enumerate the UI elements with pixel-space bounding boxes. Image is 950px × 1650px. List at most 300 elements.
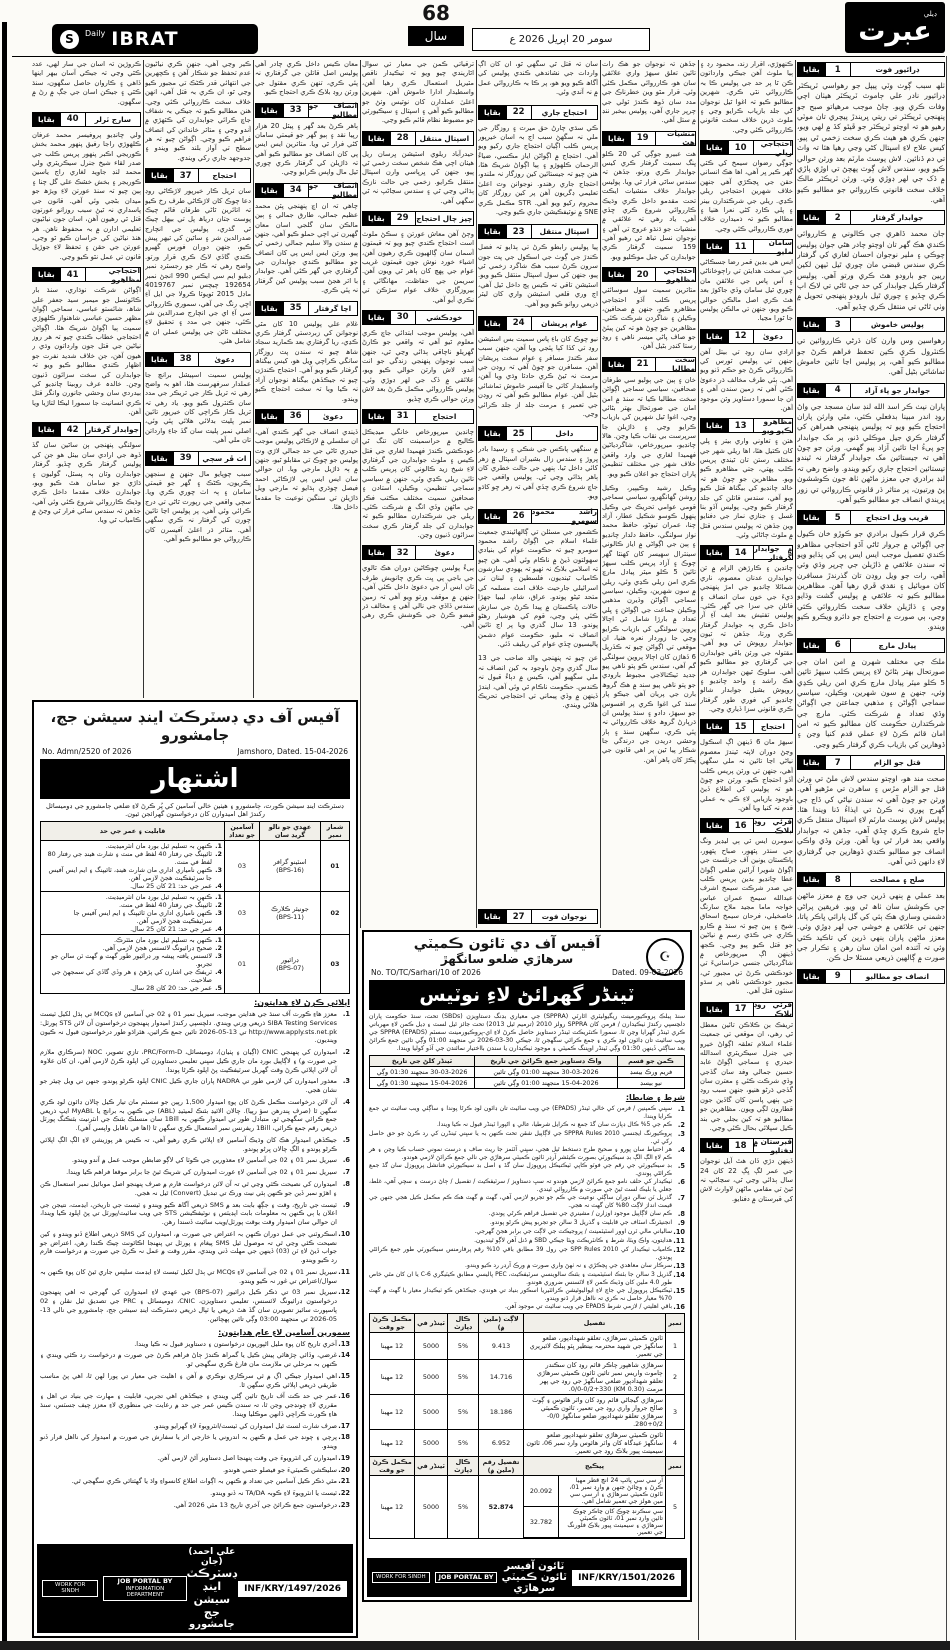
terms-list — [369, 1105, 685, 1311]
term-item: 8. ڪم سان لاڳاپیل موجود اوزارن / مشینري جي تفصیل فراھم ڪرڻي پوندي. — [488, 1210, 685, 1219]
classified-body: پولیس سمیت اسپیشل برانچ جا عملدار سرفھرست ھئا، اھو بہ واضح رھي تہ ٽریل ڪار جي ٽریڪر جي مدد سان ڪنٽرول ڪیو ویو. یاد رھي تہ ٽریل ڪار ڪراچي کان خیرپور تائین نمبر پلیٽ بدلائي ھلائي پئي وئي، اصلي نمبر پلیٽ سان گڏ جاءِ وارداتن تان ملي آھي. — [145, 370, 251, 445]
classified-number: 23 — [506, 225, 532, 238]
classified-body: غلام علي پولیس 10 کان مٿي نوجوانن کي زبردستي گرفتار ڪري ڪڍي، ریا گرفتاري بعد ڪمارید سجاد شاھ چیو تہ سندن پٽ روزگار سانگي ڪراچي ویل ھو، کیس بيگناھ گرفتار ڪیو ویو آھي. احتجاج ڪندڙن چیو تہ جیڪڏھن بيگناھ نوجوان آزاد نہ ڪیا ویا تہ سخت احتجاج ڪیو ویندو. — [255, 319, 358, 403]
classified-number: 15 — [728, 720, 754, 733]
work-for-sindh-logo: WORK FOR SINDH — [372, 1572, 430, 1583]
schedule-submit-date: 15-04-2026 منجھند 01:00 وڳي تائین — [475, 1078, 618, 1089]
continued-label: بقایا — [256, 184, 283, 197]
jamshoro-vacancy-table — [40, 821, 350, 994]
work-cost: 18.186 — [479, 1395, 524, 1430]
pkg-header-deposit: ڪال ڊپازٽ — [448, 1457, 479, 1476]
continued-label: بقایا — [256, 104, 283, 117]
classified-body: ڪشمور جي مسئلن تي ڳالھائیندي جمعیت علماء اسلام جي اڳواڻ راشد محمود سومرو چیو تہ حڪومت عوام کي بنیادي سھولتون ڏیڻ ۾ ناڪام وئي آھي. ھن چیو تہ اسلامي بلاڪ نہ ٺھیو تہ یھودي سازشون ڪامیاب ٿیندیون، فلسطین ۽ لبنان تي اسرائیلي جارحیت خلاف امت مسلمہ کي متحد ٿیڻو پوندو. عراق، شام، لیبیا جھڙا حالات پاڪستان ۾ پیدا ڪرڻ جي سازش ڪئي پئي وڃي، قوم کي ھوشیار رھڻو پوندو. 13 سال گذري ویا پر اڄ تائین انصاف نہ ملیو، حڪومت عوام دشمن پالیسیون ڇڏي عوام کي ریلیف ڏئي. — [478, 527, 598, 648]
continued-label: بقایا — [479, 106, 506, 119]
schedule-open-date: 30-03-2026 منجھند 01:30 وڳي — [370, 1067, 475, 1078]
work-row — [370, 1430, 685, 1457]
instruction-item: 7. سیریل نمبر 01 ۽ 02 جي آسامین لاءِ عورت امیدوارن کي شریڪ ٿیڻ جا برابر موقعا فراھم ڪیا ویندا. — [66, 1168, 350, 1177]
instruction-item: 13. آخري تاریخ کان پوءِ ملیل اڻپوریون درخواستون ۽ دستاویز قبول نہ ڪیا ویندا. — [134, 1339, 350, 1348]
classified-header — [255, 301, 358, 316]
work-cost: 9.413 — [479, 1333, 524, 1360]
right-frame-line — [946, 56, 947, 1642]
classified-number: 19 — [630, 132, 656, 145]
classified-number: 33 — [283, 104, 309, 117]
work-time: 12 مھینا — [370, 1430, 415, 1457]
classified-body: خان ۽ ٻین جي ٻولیو سي طرفان صحافین، سیاسي سماجي اڳواڻن سخت مطالبا ڪیا تہ سنڌ ۾ امن امان جي صورتحال بھتر بڻائي وڃي، اغوا ٿیل شھرین کي بازیاب ڪرایو وڃي ۽ ڌاڙیلن جا سرپرست بي نقاب ڪیا وڃن. ھالا چانڊیو، میرپورخاص، شاگردیاڻین فھمیدا لغاري جي وارد واقعن خلاف شھر جي مختلف تنظیمن پاران احتجاج جو اعلان ڪیو ویو. — [602, 375, 696, 478]
sarhari-ref-no: No. TO/TC/Sarhari/10 of 2026 — [371, 968, 481, 977]
schedule-submit-date: 30-03-2026 منجھند 01:00 وڳي تائین — [475, 1067, 618, 1078]
continued-label: بقایا — [363, 410, 390, 423]
jamshoro-ref-no: No. Admn/2520 of 2026 — [42, 747, 132, 756]
vacancy-row — [41, 841, 350, 892]
classified-body: سان تہ قتل ٿي سگھي ٿو، ان کان اڳ واردات جي نشاندھي ڪندي پولیس کي آگاھ ڪیو ویو ھو، پر ڪا بہ ڪارروائي عمل ۾ نہ آندي وئي. — [478, 60, 598, 97]
vacancy-qualifications — [41, 935, 225, 994]
work-time: 12 مھینا — [370, 1360, 415, 1395]
classified-header — [700, 719, 793, 734]
continued-label: بقایا — [798, 970, 825, 983]
schedule-header-type: ڪمن جو قسم — [618, 1056, 685, 1067]
column-divider — [476, 60, 477, 928]
classified-body: چانڊین ۽ ڪارڙھن الزام ۾ ٽن جوابدارن عدنان معصوم، ناري شمائلا چانڊیو جي امڙ پنھنجي ڌيءَ جي خون سان انصاف ۽ قاتلن جي سزا جي گھر ڪئي. پولیس تفتیش بعد ایف آءِ آر داخل ڪري ٻہ جوابدار گرفتار ڪري ورتا، جڏھن تہ ٽیون جوابدار روپوش ٿي ویو آھي. مقتولہ جي ورثن باقي جوابدارن جي گرفتاري جو مطالبو ڪیو آھي. سلوڪ ٿیھن جوابدارن ھر ھڪ راشد ۽ واحد چانڊیو ۽ روپوش بشیل جوابدار شالو چانڊیو کي فوري طور گرفتار ڪري قانوني سزا ڏیاري وڃي. — [700, 564, 793, 713]
tender-schedule-table — [369, 1055, 685, 1089]
classified-body: ارادي سان روڊ تي بیٺل آھن جنھن تي پولیس ٽورس کي ڪارروائي ڪرڻ جو حڪم ڏنو ویو آھي. ٻئي طرف مخالف ڌر دعویٰ ڪئي آھي تہ زمین سندن آھي ۽ ان جا سمورا دستاویز وٽن موجود آھن. — [700, 347, 793, 412]
classified-body: ایس ھي بڊین قمر رضا جسڪاڻي جي سخت ھدایتن تي راڄوخاناڻي ۽ آس پاس جي علائقن مان چوري ٿیل سامان وڏي جاکوڙ بعد ھٿ ڪري اصل مالڪن حوالي ڪیو ویو، جنھن تي مالڪن پولیس جا ٿورا مڃیا. — [700, 258, 793, 323]
classified-header — [255, 103, 358, 118]
schedule-row — [370, 1067, 685, 1078]
schedule-open-date: 15-04-2026 منجھند 01:30 وڳي — [370, 1078, 475, 1089]
classified-number: 1 — [825, 63, 851, 76]
classified-number: 24 — [506, 317, 532, 330]
classified-number: 5 — [825, 511, 851, 524]
ibrat-title: IBRAT — [111, 28, 179, 50]
continued-label: بقایا — [701, 240, 728, 253]
works-header-fee: ٽینڈر في — [415, 1314, 448, 1333]
classified-body: جڏھن تہ نوجوان جو ھڪ رات تائین تعلق سیھڙ واري علائقي سان ھو، ڪارروائي مڪمل ڪئي وئي. قرار مٿو وین خطرناڪ جي مدد سان ڏوھ ڪندڙ ٽولي جي چرپر جاري آھي، پولیس بیخبر ننڊ ۾ ستل آھي. — [602, 60, 696, 125]
vacancy-row — [41, 892, 350, 935]
classified-body: چاھي تہ ان اچ پنھنجي پٽن محمد عظیم جمالي، طارق جمالي ۽ ٻین مالڪن سان گلجي اسان معان گھیرن تي اچي حملو ڪیو آھي، جنھن ۾ سندن والا سلیم جمالي زخمي ٿي پیو. ورثن ایس ایس پي کان انصاف جو مطالبو ڪندي جوابدارن جي گرفتاري جي گھر ڪئي آھي. جوابدار با اثر ھجڻ سبب پولیس کین گرفتار نہ پئي ڪري. — [255, 201, 358, 295]
classified-category: اسپتال منتقل — [539, 227, 590, 237]
continued-label: بقایا — [479, 427, 506, 440]
classified-header — [797, 210, 945, 225]
sarhari-tender-ad — [362, 930, 692, 1602]
classified-header — [255, 183, 358, 198]
works-header-no: نمبر — [666, 1314, 685, 1333]
qualification-line: 1. ڪنھن بہ تسلیم ٿیل بورڊ مان مئٽرڪ. — [114, 936, 222, 944]
vacancy-count: 03 — [225, 841, 260, 892]
classified-number: 25 — [506, 427, 532, 440]
classified-column-5 — [362, 60, 474, 928]
column-divider — [698, 60, 699, 1640]
schedule-type: فریم ورڪ بیسڊ — [618, 1067, 685, 1078]
classified-category: پیادل مارچ — [878, 640, 917, 650]
classified-category: احتجاجي ریلي — [760, 138, 792, 157]
classified-header — [602, 131, 696, 146]
continued-label: بقایا — [479, 910, 506, 923]
classified-column-8 — [32, 60, 141, 698]
classified-body: ڏینھن دڙي ڏان ھٿ آیل نوجوان جي عمر لڳ ڀڳ 22 کان 24 سال ٻڌائي وڃي ٿي، سڃاڻپ نہ ٿیڻ تي مقامي ماڻھن لاوارث لاش کي قبرستان ۾ دفنایو. — [700, 1157, 793, 1203]
classified-header — [797, 872, 945, 887]
classified-number: 35 — [283, 302, 309, 315]
classified-header — [32, 422, 141, 437]
classified-header — [700, 545, 793, 560]
classified-column-1 — [797, 60, 945, 1640]
vacancy-post: جونیئر ڪلارڪ — [271, 905, 309, 913]
continued-label: بقایا — [146, 353, 173, 366]
jamshoro-intro: ڊسٽرڪٽ اینڊ سیشن ڪورٽ، ڄامشورو ۽ ھیٺین خالي آسامین کي پُر ڪرڻ لاءِ ضلعي ڄامشورو جي ڊومیسائل رکندڙ اھل امیدوارن کان درخواستون گھرائجن ٿیون. — [46, 802, 344, 818]
classified-header — [602, 357, 696, 372]
classified-body: نیو چوڪ کان باءِ پاس سمیت بس اسٽیشن روڊ تي کڏا کٻا پئجي ویا آھن، جنھن سبب سفر ڪندڙ مسافر ۽ عوام سخت پریشان آھن. مسافرن جو چوڻ آھي تہ روڊن جي مرمت نہ ٿیڻ ڪري حادثا وڌي ویا آھن، واسطیدار کاتي جا آفیسر خاموش تماشائي بڻیل آھن. عوام مطالبو ڪیو آھي تہ روڊن جي تعمیر ۽ مرمت جلد از جلد ڪرائي وڃي. — [478, 334, 598, 418]
continued-label: بقایا — [363, 546, 390, 559]
term-item: 12. ڪامیاب ٺیڪیدار کي SPP Rules 2010 جي رول 39 مطابق باقي 10% رقم پرفارمنس سیڪیورٽي طور جمع ڪرائڻي پوندي. — [369, 1246, 685, 1261]
classified-category: پولیس خاموش — [870, 320, 924, 330]
pkg-header-amount: تفصیل رقم (ملین ۾) — [479, 1457, 524, 1476]
package-time: 12 مھینا — [370, 1476, 415, 1539]
masthead-sub: ڊیلي — [923, 9, 937, 18]
classified-header — [797, 383, 945, 398]
classified-body: سبب چوپایو مال جنھن ۾ سنجھن ٻڪریون، ڪڻڪ ۽ گھر جو قیمتي سامان ۽ ٻہ اٺ چوري ڪري ویا. سڄي واقعي جي رپورٽ ٿاڻي تي درج ڪرائي وئي آھي، پر پولیس اڃا تائین چورن کي گرفتار نہ ڪري سگھي آھي. متاثر ڌر اعلیٰ آفیسرن کان ڪارروائي جو مطالبو ڪیو آھي. — [145, 469, 251, 544]
ibrat-daily-label: Daily — [85, 29, 106, 38]
continued-label: بقایا — [363, 212, 390, 225]
vacancy-serial: 02 — [321, 892, 350, 935]
column-divider — [143, 60, 144, 698]
classified-body: صحت مند ھو، اوچتو سندس لاش ملڻ تي ورثن قتل جو الزام مڙس ۽ ساھرن تي مڙھیو آھي. ورثن جو چوڻ آھي تہ سندن نیاڻي کي ڏاج جي گھرج پوري نہ ڪرڻ تي ایذاءُ ڏنا ویندا ھئا. پولیس لاش پوسٽ مارٽم لاءِ اسپتال منتقل ڪري جاچ شروع ڪري ڇڏي آھي، جڏھن تہ جوابدار واقعي بعد فرار ٿي ویا آھن. ورثن وڏي واڪي انصاف جو مطالبو ڪندي ڏوھارین جي گرفتاري لاءِ دانھن ڏني آھي. — [797, 774, 945, 866]
classified-body: معان ڪیس داخل ڪري چادر آھي پولیس اصل قاتلن جي گرفتاري نہ پئي ڪري، تنھن ڪري مقتول جي ورثن روڊ بلاڪ ڪري احتجاج ڪیو. — [255, 60, 358, 97]
classified-number: 9 — [825, 970, 851, 983]
vacancy-grade: (BPS-07) — [276, 964, 304, 972]
continued-label: بقایا — [33, 113, 60, 126]
classified-body: ٽریفڪ بن ڪلاڪن تائین معطل ٿي رھي، ان موقعي تي جمعیت علماء اسلام تعلقہ اڳواڻ خیرو جي جنرل سیڪریٽري اسدالله حیدري ۽ سماجي اڳواڻ عابد حسین جمالي وفد سان گڏجي وڏي شرڪت ڪئي ۽ معترن سان گڏجي ڌرڻو ھنیو، جنھن سبب روڊ جي ٻنھي پاسن کان گاڏین جون قطارون لڳي ویون. مظاھرین جو مطالبو ھو تہ کین بجلي جي بند ڪیل سپلائي بحال ڪئي وڃي. — [700, 1020, 793, 1132]
classified-body: ٻاھر ڪرڻ بعد گھر ۽ پیٽل 20 ھزار رپیا نقد ۽ ٻیو گھر جو قیمتي سامان کڻي فرار ٿي ویا. متاثرین ایس ایس پي کان انصاف جو مطالبو ڪیو آھي تہ ڌاڙیلن کي گرفتار ڪري چوري ٿیل مال واپس ڪرایو وڃي. — [255, 121, 358, 177]
qualification-line: 4. عمر جي حد: 21 کان 25 سال. — [130, 925, 222, 933]
classified-number: 40 — [60, 113, 86, 126]
classified-number: 20 — [630, 268, 656, 281]
jamshoro-ad-title: آفیس آف دي ڊسٽرڪٽ اینڊ سیشن جج، ڄامشورو — [50, 708, 340, 744]
classified-number: 31 — [390, 410, 416, 423]
work-deposit: 5% — [448, 1395, 479, 1430]
classified-number: 6 — [825, 639, 851, 652]
classified-header — [478, 426, 598, 441]
continued-label: بقایا — [798, 318, 825, 331]
classified-number: 36 — [283, 410, 309, 423]
classified-number: 12 — [728, 330, 754, 343]
continued-label: بقایا — [603, 358, 630, 371]
classified-number: 27 — [506, 910, 532, 923]
pkg-header-package: پیڪیج — [524, 1457, 666, 1476]
instruction-item: 1. معزز ھاءِ ڪورٽ آف سنڌ جي ھدایتن موجب، سیریل نمبر 01 ۽ 02 جي آسامین لاءِ MCQs تي ٻڌل لکیل ٽیسٽ SIBA Testing Services ذریعي ورتي ویندي. دلچسپي رکندڙ امیدوار پنھنجون درخواستون آن لائن STS پورٽل: http://www.apply.sts.net.pk تي 13-05-2026 تائین جمع ڪرائین، ھٿراڌو طور درخواستون قبول نہ ڪیون وینديون. — [40, 1010, 350, 1045]
classified-category: راشد محمود سومرو — [531, 507, 597, 525]
package-detail-line: آر سي سي پائپ 24 انچ قطر مھیا ڪرڻ ۽ وڇائڻ جنھن ۾ وارڊ نمبر 01، ٽائون ڪميٽي سرھاڙي ۽ آر سي سي مین ھولز جي تعمیر شامل آھي. 20.092 — [524, 1476, 665, 1507]
continued-label: بقایا — [798, 384, 825, 397]
col-header-serial: شمار نمبر — [321, 822, 350, 841]
classified-category: انصاف جو مطالبو — [308, 101, 357, 119]
vacancy-qualifications — [41, 892, 225, 935]
classified-number: 37 — [173, 169, 199, 182]
classified-category: داخل — [555, 429, 574, 439]
header-divider — [12, 56, 945, 57]
classified-body: متاثرین سمیت سول سوسائٽي پریس ڪلب آڏو احتجاجي مظاھرو ڪیو، جنھن ۾ صحافین، وڪیلن ۽ شاگردن شرڪت ڪئي. مظاھرین جو چوڻ ھو تہ کین پیئڻ جو صاف پاڻي میسر ناھي ۽ روڊ رستا کنڊر بڻیل آھن. — [602, 286, 696, 351]
qualification-line: 3. ڪنھن نامیاري اداري مان شارٽ ھینڊ، ٽائیپنگ ۽ ایم ایس آفیس جا سرٽیفڪیٽ ھجڻ لازمي آھن. — [48, 866, 222, 882]
classified-category: احتجاج — [212, 171, 237, 181]
vacancy-serial: 01 — [321, 841, 350, 892]
instruction-item: 16. عمر جي حد ڪٽ آف تاریخ تائین ڳڻي ویندي ۽ جیڪڏھن اھي تجربي، قابلیت ۽ مھارت جي بنیاد تي اھل ۽ مقرري لاءِ چونڊجي وڃن ٿا، تہ سندن ڪیس عمر جي حد ۾ رعایت جي منظوري لاءِ معزز چیف جسٽس، سنڌ ھاءِ ڪورٽ ڪراچي ڏانھن موڪلیا ویندا. — [40, 1392, 350, 1418]
package-detail-line: سي سڪرنڊ چوڪ کان چاڪر چوڪ تائین وارڊ نمبر 01، ٽائون ڪميٽي سرھاڙي ۽ سیمینٽ پیور بلاڪ فلورنگ جي تعمیر. 32.782 — [524, 1507, 665, 1538]
continued-label: بقایا — [701, 819, 728, 832]
classified-number: 39 — [173, 452, 199, 465]
classified-category: جوابدار گرفتار — [871, 213, 924, 223]
classified-number: 8 — [825, 873, 851, 886]
works-header-time: مڪمل ڪرڻ جو وقت — [370, 1314, 415, 1333]
classified-header — [478, 509, 598, 524]
classified-number: 2 — [825, 211, 851, 224]
term-item: 4. ھر احتیاط سان پورو ۽ صحیح طرح دستخط ٿیل ھجي، سڀني آئٽمز جا ریٽ صاف ۽ درست نموني حساب ڪیا وڃن ۽ ھر ڪم لاءِ الڳ الڳ بڊ سیڪیورٽي بصورت ڪیئشر آرڊر ٽائون ڪميٽي سرھاڙي جي نالي جمع ڪرائڻ لازمي ھوندو. — [369, 1146, 685, 1161]
term-item: 14. گذریل 3 سالن جا بئنڪ اسٽیٽمینٽ ۽ بئنڪ سالوینسي سرٽیفڪیٽ، PEC پالیسي مطابق ڪیٽیگري C-6 یا ان کان مٿي خاص طور 4.0 ملین کان وڌیڪ ڪمن لاءِ لائسنس ضروري ھوندو. — [369, 1271, 685, 1286]
anniversary-number: 68 — [422, 1, 450, 25]
vacancy-post: ڊرائیور — [281, 956, 299, 964]
continued-label: بقایا — [479, 225, 506, 238]
continued-label: بقایا — [603, 132, 630, 145]
classified-body: چانڊین میرپورخاص خانگي میڊیڪل ڪالیج ۾ حراسمینٽ کان تنگ ٿي خودڪشي ڪندڙ فھمیدا لغاري جي قتل ڪیس ۽ ملوث جوابدارن جي گرفتاري لاءِ شیخ زید ڪالوني کان پریس ڪلب تائین ریلي ڪڍي وئي، جنھن ۾ سیاسي سماجي تنظیمن، وڪیلن، استادن ۽ صحافین سمیت مختلف مڪتب فڪر جي ماڻھن وڏي انگ ۾ شرڪت ڪئي. ریلي جي شرڪتدارن مطالبو ڪیو تہ جوابدارن کي جلد گرفتار ڪري سخت سزائون ڏنیون وڃن. — [362, 427, 474, 539]
work-fee: 5000 — [415, 1430, 448, 1457]
classified-body: وڄڻ آھن معاش عورتن ۽ سڪڻ ملوث است احتجاج ڪندي چیو ویو تہ قیمتون آسمان سان ڳالھیون ڪري رھیون آھن، اشیاء خورد نوش جون قیمتون غریب عوام جي پھچ کان ٻاھر ٿي ویون آھن. سریمن جي حفاظت، مھانگائي ۽ بیروزگاري خلاف عوام سڙڪن تي نڪري آیو آھي. — [362, 229, 474, 304]
work-row — [370, 1360, 685, 1395]
classified-number: 26 — [506, 510, 532, 523]
classified-number: 16 — [728, 819, 754, 832]
vacancy-count: 01 — [225, 935, 260, 994]
judge-signature: (علي احمد جان) ڊسٽرڪٽ اینڊ سیشن جج ڄامشورو — [186, 1547, 238, 1630]
masthead-logo — [845, 2, 945, 53]
classified-header — [797, 62, 945, 77]
masthead-title: عبرت — [858, 15, 932, 47]
instruction-item: 8. امیدوارن کي نصیحت ڪئي وڃي ٿي تہ آن لائن درخواست فارم ۾ صرف پنھنجو اصل موبائیل نمبر استعمال ڪن ۽ اھڙو نمبر ڏین جو ڪنھن ٻئي نیٽ ورڪ تي تبدیل (Convert) ٿیل نہ ھجي. — [40, 1180, 350, 1197]
instruction-item: 12. سیریل نمبر 03 تي ذڪر ڪیل ڊرائیور (BPS-07) جي عھدي لاءِ امیدوارن کي گھرجي تہ اھي پنھنجون درخواستون ڊرائیونگ لائسنس، تعلیمي دستاویزن، CNIC، ڊومیسائل ۽ PRC جي تصدیق ٿیل نقلن ۽ 02 پاسپورٽ سائیز تصویرن سان گڏ ھٿ ذریعي یا ٽپال ذریعي ڊسٽرڪٽ اینڊ سیشن جج، ڄامشورو جي نالي 13-05-2026 تي منجھند 03:00 وڳي تائین پھچائین. — [40, 1288, 350, 1323]
classified-category: قریب ویل احتجاج — [866, 513, 929, 523]
classified-header — [797, 317, 945, 332]
classified-header — [478, 909, 598, 924]
classified-category: اٺ ڦر سڄي — [202, 453, 247, 463]
classified-number: 38 — [173, 353, 199, 366]
term-item: 5. بڊ سیڪیورٽي جي رقم جي فوٽو ڪاپي ٽیڪنیڪل پروپوزل سان گڏ ۽ اصل بڊ سیڪیورٽي فنانشل پروپوزل سان گڏ جمع ڪرائڻي پوندي. — [369, 1162, 685, 1177]
schedule-row — [370, 1078, 685, 1089]
classified-header — [700, 418, 793, 433]
classified-header — [362, 131, 474, 146]
term-item: 13. سرڪار سان معاھدي جي ڀڃڪڙي ۽ نہ ٺھڻ واري صورت ۾ ورڪ آرڊر رد ڪیو ویندو. — [465, 1262, 685, 1271]
classified-body: ترقیاتي ڪمن جي معیار تي سوال اٿاریندي چیو ویو تہ ٺیڪیدار ناقص مٽیریل استعمال ڪري رھیا آھن، واسطیدار ادارا خاموش آھن. شھرین اعلیٰ عملدارن کان نوٽیس وٺڻ جو مطالبو ڪیو آھي ۽ اسپتال ۽ سیڪیورٽي جو مضبوط نظام قائم ڪیو وڃي. — [362, 60, 474, 125]
vacancy-post: اسٽینو گرافر — [273, 858, 307, 866]
qualification-line: 2. صحیح ڊرائیونگ لائسنس ھجڻ لازمي آھي. — [102, 944, 222, 952]
classified-body: ڪري قرار ڪیول برادري جو ڪوڙو خان ڪیول جي اڳواڻي ۾ جروار ٿاڻي آڏو احتجاجي مظاھرو ڪندي تفصیل موجب ایس ایس پي کي ٻڌایو ویو تہ سندن علائقي ۾ ڌاڙیلن جي چرپر وڌي وئي آھي، رات جو ویل روڊن تان گذرندڙ مسافرن کان موبائیل ۽ نقدي ڦري رھیا آھن. مظاھرین مطالبو ڪیو تہ علائقي ۾ پولیس گشت وڌایو وڃي ۽ ڌاڙیلن خلاف سخت ڪارروائي ڪئي وڃي، ٻي صورت ۾ احتجاج جو دائرو ویڪرو ڪیو ویندو. — [797, 529, 945, 632]
classified-body: جان محمد ڏاھري جي ڪالوني ۾ ڪارروائي ڪندي ھڪ گھر تان اوچتو چادر ھڻي جوان پولیس چوڪي ۽ ملیر نوجوان احسان لغاري کي گرفتار ڪري سندس قبضي مان چوري ٿیل ٽیھن لکین رپین جو بارودو ھٿ ڪري ورتو آھي. پولیس گرفتار ڪیل جوابدار کي حد جي ٿاڻي تي لاڪ اپ ڪري ڇڏیو ۽ چوري ٿیل بارودو پنھنجي تحویل ۾ وٺي ٿاڻي تي منتقل ڪري ڇڏیو آھي. — [797, 229, 945, 311]
classified-body: ۾ سنگھي پاڪس جي شڪي ۽ رسیدا بادر ڀروڙ ۽ سندس زال بشیران اسپتال ۾ زھر کائي داخل ٿیا. ٻنھي جي حالت خطري کان ٻاھر ٻڌائي وڃي ٿي. پولیس واقعي جي جاچ شروع ڪري ڇڏي آھي تہ زھر ڇو کاڌو ویو. — [478, 445, 598, 501]
inf-number-box: INF/KRY/1497/2026 — [237, 1580, 348, 1598]
classified-category: دعویٰ — [434, 548, 455, 558]
instruction-item: 11. سیریل نمبر 01 ۽ 02 جي آسامین لاءِ MCQs تي ٻڌل لکیل ٽیسٽ لاءِ ایڊمٽ سلپس جاري ٿیڻ کان پوءِ ڪنھن بہ سوال/اعتراض تي غور نہ ڪیو ویندو. — [40, 1267, 350, 1285]
qualification-line: 3. ڪنھن نامیاري اداري مان ٽائیپنگ ۽ ایم ایس آفیس جا سرٽیفڪیٽ ھجڻ لازمي آھن. — [73, 909, 222, 925]
classified-header — [700, 818, 793, 833]
vacancy-serial: 03 — [321, 935, 350, 994]
sarhari-banner: ٽینڈر گھرائڻ لاءِ نوٽیس — [369, 980, 685, 1010]
instruction-item: 6. سیریل نمبر 01 ۽ 02 جي آسامین لاءِ معذورین جي ڪوٽا کي لاڳو ضابطن موجب عمل ۾ آندو ویندو. — [71, 1156, 350, 1165]
continued-label: بقایا — [701, 1003, 728, 1016]
vacancy-grade: (BPS-11) — [276, 913, 304, 921]
classified-number: 32 — [390, 546, 416, 559]
instruction-item: 3. معذور امیدوارن کي لازمي طور تي NADRA پاران جاري ڪیل CNIC اپلوڊ ڪرڻو پوندو، جنھن تي ویل چیئر جو نشان ھجي. — [40, 1077, 350, 1095]
classified-number: 21 — [630, 358, 656, 371]
tender-works-table — [369, 1313, 685, 1539]
classified-body: آھي، پولیس موجب ابتدائي جاچ ڪري معلوم ٿیو آھي تہ واقعي جو ڪارڻ گھریلو ناچاقي ٻڌائي وڃي ٿي، جنھن سبب نوجوان پنھنجي زندگي جو انت آندو. لاش وارثن حوالي ڪیو ویو، علائقي ۾ ڏک جي لھر ڊوڙي وئي. پولیس ڪارروائي مڪمل ڪرڻ بعد لاش ورثن حوالي ڪري ڇڏیو. — [362, 328, 474, 403]
sarhari-ad-title: آفیس آف دي ٽائون ڪميٽي — [413, 936, 601, 952]
classified-body: جوڳي رضوان سیمخ کي ڪٽي گھر ڪیر ڀر آھي، اھا ھڪ انساني حقن جي ڀڃڪڙي آھي جنھن خلاف شھرین احتجاجي ریلي ڪڍي. ریلي جي شرڪتدارن بینر ۽ پلي ڪارڊ کڻي نعرا ھنیا ۽ مطالبو ڪیو تہ ذمیدارن خلاف فوري ڪارروائي ڪئي وڃي. — [700, 159, 793, 233]
classified-category: احتجاج — [432, 411, 457, 421]
instruction-item: 23. درخواستون جمع ڪرائڻ جي آخري تاریخ 13 مئي 2026 آھي. — [173, 1500, 350, 1509]
sarhari-dateline: Dated. 09-03-2026 — [611, 968, 683, 977]
classified-category: انصاف جو مطالبو — [308, 181, 357, 200]
instruction-item: 5. جیڪڏھن امیدوار ھڪ کان وڌیڪ آسامین لاءِ اپلائي ڪري رھیو آھي، تہ ڪیس ھر پوزیشن لاءِ الڳ الڳ اپلائي ڪرڻو پوندو ۽ الڳ چالان ڀرڻو پوندو. — [40, 1135, 350, 1153]
qualification-line: 4. ٽریفڪ جي اشارن کي پڙھڻ ۽ ھر وڏي گاڏي کي سمجھڻ جي صلاحیت. — [51, 968, 222, 984]
work-deposit: 5% — [448, 1360, 479, 1395]
classified-header — [700, 140, 793, 155]
package-details — [524, 1476, 665, 1538]
inf-number-box: INF/KRY/1501/2026 — [571, 1569, 682, 1587]
classified-number: 29 — [390, 212, 416, 225]
job-portal-logo: JOB PORTAL BY — [435, 1572, 498, 1584]
classified-number: 41 — [60, 268, 86, 281]
classified-category: نوجوان فوت — [541, 912, 587, 921]
classified-header — [362, 409, 474, 424]
jamshoro-court-ad — [32, 700, 358, 1638]
classified-header — [797, 969, 945, 984]
classified-header — [362, 310, 474, 325]
pkg-header-time: مڪمل ڪرڻ جو وقت — [370, 1457, 415, 1476]
classified-header — [797, 638, 945, 653]
classified-header — [797, 755, 945, 770]
work-detail: ٽائون ڪميٽي سرھاڙي، تعلقو شھدادپور، ضلعو سانگھڙ جي شھید محترمہ بینظیر ڀٽو پبلڪ لائبریري جي تعمیر. — [524, 1333, 666, 1360]
classified-body: اڳواڻن شرڪت نوڌاري، سنڌ بار ڪائونسل جو میمبر سید جعفر علي شاھ، شائستو عباسي، سماجي اڳواڻ مظھر حسین عباسي شاھنواز ڪلھوڙي سمیت ٻیا اڳواڻ شریڪ ھئا. اڳواڻن احتجاجي خطاب ڪندي چیو تہ ھر روز نیاڻین جي قتل جون وارداتون وڌي ر ھیون آھن، جن خلاف شدید نفرت جو اظھار ڪندي مطالبو ڪیو ویو تہ جوابدارن کي سخت سزائون ڏنیون وڃن. خالدہ عرف روبینا چانڊیو کي بيدردي سان وحشي جانورن وانگر قتل ڪري انسانیت جا سمورا لیڪا لتاڙیا ویا آھن. — [32, 286, 141, 416]
ibrat-badge-icon: S — [60, 30, 79, 49]
instruction-item: 4. آن لائن درخواست مڪمل ڪرڻ کان پوءِ امیدوار 1,500 رپین جو سسٽم مان تیار ڪیل چالان ڊائون لوڊ ڪري سگھن ٿا (صرف پندرھن سؤ رپیا). چالان الائیڊ بئنڪ لمیٽیڊ (ABL) جي ڪنھن بہ برانچ یا MyABL ایپ ذریعي جمع ڪرائي سگھجي ٿو، متبادل طور تي امیدوار ڪنھن بہ 1Bill سان منسلڪ بئنڪ جي انٽرنیٽ بئنڪنگ پورٽل ذریعي رقم جمع ڪرائي، 1Bill ریفرنس نمبر استعمال ڪري سگھن ٿا (اھا في ناقابل واپسي آھي). — [40, 1097, 350, 1133]
instruction-item: 22. ٽیسٽ یا انٽرویوءَ لاءِ ڪوبہ TA/DA نہ ڏنو ویندو. — [210, 1489, 350, 1498]
classified-column-4 — [478, 60, 598, 928]
term-item: 2. ڪم جي 5% ڪال ڊپازٽ سان گڏ جمع نہ ڪرایل شرطیا، عالي ۽ اڻپورا ٽینڈر قبول نہ ڪیا ویندا. — [437, 1121, 685, 1130]
classified-body: بعد عملي ۾ ٻنھي ڌرین جي وچ ۾ معزز ماڻھن جي ڪوشش سان ٺاھ ٿي ویو. فریقین پراڻي دشمني وساري ھڪ ٻئي کي گل پارائي ڀاڪر پاتا، جنھن تي علائقي ۾ خوشي جي لھر ڊوڙي وئي. معزز ماڻھن پاران ٻنھي ڌرین کي تاڪید ڪئي وئي تہ آئندہ امن امان سان رھن ۽ تڪرار جي صورت ۾ ڳالھین ذریعي مسئلا حل ڪن. — [797, 891, 945, 963]
work-time: 12 مھینا — [370, 1395, 415, 1430]
schedule-type: نیو بیسڊ — [618, 1078, 685, 1089]
classified-body: ھتن ۽ تعاوني واري بیٺر ۽ پلي کان ڪتیل ھئا، اھا ریلي شھر جي مختلف رستن تان ٿیندي پریس ڪلب پھتي، جتي مظاھرو ڪیو ویو. مظاھرین جو چوڻ ھو تہ خالد چانڊیو کي بيگناھ قتل ڪیو ویو آھي، سندس قاتلن کي جلد گرفتار ڪیو وڃي. پولیس آڏو بنا غسل ۽ جنازي نماز جي دفنایو وین جڏھن تہ پولیس سندس قتل ۾ ملوث ڄاڻائي وئي. — [700, 437, 793, 539]
schedule-header-open: ٽینڈر کلڻ جي تاریخ — [370, 1056, 475, 1067]
general-instructions-heading: سمورین آسامین لاءِ عام ھدایتون: — [218, 1327, 350, 1337]
continued-label: بقایا — [798, 639, 825, 652]
continued-label: بقایا — [363, 132, 390, 145]
continued-label: بقایا — [701, 141, 728, 154]
continued-label: بقایا — [798, 63, 825, 76]
classified-header — [602, 267, 696, 282]
continued-label: بقایا — [798, 873, 825, 886]
col-header-post: عھدي جو نالو گریڊ سان — [260, 822, 321, 841]
classified-number: 28 — [390, 132, 416, 145]
instruction-item: 21. مٿي ذڪر ڪیل آسامین جي تعداد ۾ ڪنھن بہ اڳواٽ اطلاع کانسواءِ واڌ یا گھٽتائي ڪري سگھجي ٿي. — [71, 1477, 350, 1486]
instruction-item: 19. امیدوارن کي انٽرویوءَ جي وقت پنھنجا اصل دستاویز آڻڻ لازمي آھن. — [157, 1453, 350, 1462]
continued-label: بقایا — [479, 510, 506, 523]
term-item: 10. سالیاني مالي ٽرن اوور اسٽیٽمینٽ / پروجیڪٽ جي لاڳت جي برابر ھجڻ گھرجي. — [474, 1228, 685, 1237]
jamshoro-banner: اشتھار — [40, 759, 350, 799]
continued-label: بقایا — [256, 410, 283, 423]
classified-body: سومرن ایس ٽي ٻي لیڊیز ونگ جي سنڌر پٽھور، صباح پٽھور، پاڪستان یونین آف جرنلسٽ جي اڳواڻ شویرا آرائین ضلعي اڳواڻ عطا چانڊیو بدین پریس ڪلب جي صدر شرڪت سیمخ اشرف عبدالله سیمخ عمران عباس خواجہ ماما مجید ملاح سارنگ خاصخیلي، فرحان سیمخ اسحاق شیخ ۽ ٻین چیو تہ سنڌ ۾ ڪارو ڪاري جي ڪڌي رسم ۾ نیاڻین جو قتل ڪیو پیو وڃي. ڪجھ ڏینھن اڳ میرپورخاص ۾ شاگردیاڻي جنسي حراسانيءَ تي خودڪشي ڪرڻ تي مجبور ٿي، مجبور خودڪشي ناھي پر سڌو سنئون قتل آھي. — [700, 837, 793, 996]
term-item: 15. ٽیڪنیڪل پروپوزل جي جاچ لاءِ ایوالیوئیشن ڪرائٽیریا اسڪور بنیاد تي ھوندي، جیڪڏھن ڪو ٺیڪیدار معیار یا گھٽ ۾ گھٽ 70% معیار حاصل نہ ڪري تہ نااھل قرار ڏنو ویندو. — [369, 1287, 685, 1302]
column-divider — [600, 60, 601, 928]
classified-number: 3 — [825, 318, 851, 331]
date-box: سومر 20 اپریل 2026 ع — [472, 28, 650, 51]
bottom-bar — [0, 1641, 950, 1650]
continued-label: بقایا — [701, 419, 728, 432]
continued-label: بقایا — [798, 511, 825, 524]
work-time: 12 مھینا — [370, 1333, 415, 1360]
classified-body: ھت عبیرو جوڳي کي 20 ڪلو ڀنگ سمیت گرفتار ڪري کیس جوابدار ڪري ورتو، جڏھن تہ سندس ساٿي فرار ٿي ویا. پولیس جوابدار خلاف منشیات ایڪٽ تحت مقدمو داخل ڪري وڌیڪ ڪارروائي شروع ڪري ڇڏي آھي. یاد رھي تہ علائقي ۾ منشیات جو ڌنڌو عروج تي آھي ۽ نوجوان نسل تباھ ٿي رھیو آھي. 159 سمیت گرفتار ڪري جوابدارن کي جیل موڪلیو ویو. — [602, 149, 696, 261]
instruction-item: 14. غرضي، وڏائي چڙھائي پیش ڪیل یا گمراھ ڪندڙ ڄاڻ فراھم ڪرڻ جي صورت ۾ درخواست رد ڪئي ویندي ۽ ڪنھن بہ مرحلي تي ملازمت مان فارغ ڪري سگھجي ٿو. — [40, 1351, 350, 1369]
continued-label: بقایا — [363, 311, 390, 324]
vacancy-grade: (BPS-16) — [276, 866, 304, 874]
job-portal-logo: JOB PORTAL BY INFORMATION DEPARTMENT — [103, 1576, 186, 1601]
qualification-line: 4. عمر جي حد: 21 کان 25 سال. — [130, 882, 222, 890]
work-detail: ٽائون ڪميٽي سرھاڙي تعلقو شھدادپور ضلعو سانگھڙ عیدگاہ کان واٽر ھائوس وارڊ نمبر 06، ٽائون سیمینٽ پیور بلاڪ روڊ جي تعمیر. — [524, 1430, 666, 1457]
qualification-line: 2. ٽائیپنگ جي رفتار 40 لفظ في منٽ ۽ شارٽ ھینڊ جي رفتار 80 لفظ في منٽ. — [47, 850, 222, 866]
continued-label: بقایا — [603, 268, 630, 281]
classified-header — [478, 316, 598, 331]
classified-category: قتل جو الزام — [873, 758, 921, 768]
classified-category: انصاف جو مطالبو — [865, 971, 929, 981]
classified-column-3 — [602, 60, 696, 928]
classified-category: دعویٰ — [214, 354, 235, 364]
classified-category: چیز چال احتجاج — [416, 213, 473, 223]
classified-body: پاران نیٺ ڪر اسد الله لنڊ سان مسجد جي واڻ روڊ اندر مبینا بدفعلي ڪئي، مٿي وارثن پاران احتجاج ڪیو ویو تہ پولیس پنھنجي ھمراھن کي گرفتار ڪري جیل موڪلي ڏنو، پر مک جوابدار جو پیءُ اڃا تائین آزاد پیو گھمي. ورثن جو چوڻ آھي تہ جیستائین مک جوابدار گرفتار نہ ٿیندو تیستائین احتجاج جاري رکیو ویندو. واضح رھي تہ لنڊ برادري جي معزز ماڻھن ٺاھ جون ڪوششون پڻ ورتیون، پر متاثر ڌر قانوني ڪارروائي تي زور ڀریندي انصاف جو مطالبو ڪیو آھي. — [797, 401, 945, 504]
classified-header — [700, 1138, 793, 1153]
work-fee: 5000 — [415, 1333, 448, 1360]
classified-category: اڃا گرفتار — [314, 303, 352, 313]
pkg-header-fee: ٽینڈر في — [415, 1457, 448, 1476]
column-divider — [253, 60, 254, 698]
classified-header — [32, 267, 141, 282]
classified-body: سیھڙ مان 6 ڏینھن اڳ اسڪول وڃڻ دوران لاپتہ ٿیندڙ معصوم نیاڻي اڃا تائین نہ ملي سگھي آھي، جنھن تي ورثن پریس ڪلب آڏو احتجاج ڪیو. ورثن جو چوڻ ھو تہ پولیس کي اطلاع ڏیڻ باوجود بازیابي لاءِ ڪي بہ عملي قدم نہ کنیا ویا آھن. — [700, 738, 793, 812]
instruction-item: 15. اھي امیدوار جیڪي اڳ ۾ ئي سرڪاري نوڪري ۾ آھن ۽ اھلیت جي معیار تي پورا لھن ٿا، اھي پڻ مناسب طریقي ذریعي اپلائي ڪري سگھن ٿا. — [40, 1371, 350, 1389]
classified-header — [255, 409, 358, 424]
classified-header — [478, 105, 598, 120]
classified-category: سارج ٽرلر — [94, 114, 132, 124]
classified-category: قرئي روڊ بلاڪ — [753, 1000, 792, 1019]
instruction-item: 17. صرف شارٽ لسٽ ٿیل امیدوارن کي ٽیسٽ/انٽرویوءَ لاءِ گھرایو ویندو. — [153, 1421, 350, 1430]
classified-header — [700, 239, 793, 254]
works-header-detail: تفصیل — [524, 1314, 666, 1333]
classified-category: سخت مطالبا — [672, 355, 695, 374]
left-margin-bar — [2, 22, 7, 1642]
classified-body: پیا پولیس رابطو ڪرڻ تي ٻڌایو تہ فضل ڪندڙ جي ڳوٺ جي اسڪول جي پٽ جون سرون ڪرڻ سبب ھڪ شاگرد زخمي ٿي پیو، جنھن کي سول اسپتال منتقل ڪیو ویو. اسٽیشن تاقي تہ ڪیس پڄ داخل ٿیل آھي، اڄ وري قلعي اسٽیشن واري کان لیٽر ذریعي روانو ڪیو ویو آھي. — [478, 243, 598, 308]
vacancy-qualifications — [41, 841, 225, 892]
work-deposit: 5% — [448, 1333, 479, 1360]
classified-number: 4 — [825, 384, 851, 397]
classified-body: ملڪ جي مختلف شھرن ۾ امن امان جي صورتحال بھتر بڻائڻ لاءِ پریس ڪلب سیھڙ تائین 5 ڪلو میٽر پیادل مارچ ڪري امن ریلي ڪڍي وئي، جنھن ۾ سون شھرین، وڪیلن، سیاسي سماجي اڳواڻن ۽ مذھبي جماعتن جي اڳواڻن وڏي تعداد ۾ شرڪت ڪئي. مارچ جي شرڪتدارن حڪومت کان مطالبو ڪیو تہ امن امان قائم ڪرڻ لاءِ عملي قدم کنیا وڃن ۽ ڏوھارین کي بازیاب ڪري گرفتار ڪیو وڃي. — [797, 656, 945, 749]
pkg-header-no: نمبر — [666, 1457, 685, 1476]
continued-label: بقایا — [701, 720, 728, 733]
classified-body: ڪیر وڃي آھي، جنھن ڪري نیاڻیون عدم تحفظ جو شڪار آھن ۽ ڪچھرین جي انتھائي قدر ڪڻڪ تي مجبور ڪیو وڃي ٿو، ان ڪري بہ قتل آھي، انھن خلاف سخت ڪارروائي ڪئي وڃي. ھنن مطالبو ڪیو تہ جیڪي بہ شفاف جاچ ڪرائي جوابدارن کي ڪٽھڙي ۾ آندو وڃي ۽ متاثر خاندانن کي انصاف فراھم ڪیو وڃي. اڳواڻن چیو تہ ھر سطح تي آواز بلند ڪیو ویندو ۽ جدوجھد جاري رکي ویندي. — [145, 60, 251, 162]
package-row — [370, 1476, 685, 1539]
instruction-item: 2. امیدوارن کي پنھنجي CNIC (اڳیان ۽ پٺیان)، ڊومیسائل، PRC/Form-D، تازي تصویر، NOC (سرڪاري ملازم جي صورت ۾) ۽ لاڳاپیل بورڊ مان جاري ڪیل سڀني تعلیمي دستاویزن کي اپلوڊ ڪرڻ لازمي آھي، ان کان علاوہ آن لائن اپلائي ڪرڻ وقت گھربل سرٽیفڪیٽ پڻ اپلوڊ ڪرڻا پوندا. — [40, 1048, 350, 1074]
classified-number: 22 — [506, 106, 532, 119]
work-detail: سرھاڙي گیجاڻي قائم روڊ کان واٽر ھائوس ۽ ڳوٺ صالح جروار واري روڊ جي تعمیر، ٽائون ڪميٽي سرھاڙي تعلقو شھدادپور ضلعو سانگھڙ 0/0-0/2+280. — [524, 1395, 666, 1430]
jamshoro-ad-footer — [37, 1544, 353, 1633]
classified-body: سولنگي پنھنجي ٻن ساٿین سان گڏ ڏوھ جي ارادي سان بیٺل ھو جن کي پولیس گرفتار ڪري ڇڏیو. گرفتار جوابدارن وٽان ٻہ پسٽل، گولیون ۽ ڌاڙي جو سامان ھٿ ڪیو ویو، جوابدارن خلاف مقدما داخل ڪري وڌیڪ ڪارروائي شروع ڪئي وئي آھي، جڏھن تہ سندس ساٿي فرار ٿي وڃڻ ۾ ڪامیاب ٿي ویا. — [32, 441, 141, 525]
package-no: 5 — [666, 1476, 685, 1539]
term-item: 1. سڀني ڪمپنین / فرمن کي خالي ٽینڈر (EPADS) جي ویب سائیٽ تان ڊائون لوڊ ڪرڻا پوندا ۽ ساڳئي ویب سائیٽ تي جمع ڪرایا ویندا. — [369, 1105, 685, 1120]
classified-category: اسپتال منتقل — [419, 133, 470, 143]
work-no: 2 — [666, 1360, 685, 1395]
qualification-line: 5. عمر جي حد: 20 کان 28 سال. — [130, 984, 222, 992]
classified-category: منشیات ھٿ — [667, 129, 695, 148]
